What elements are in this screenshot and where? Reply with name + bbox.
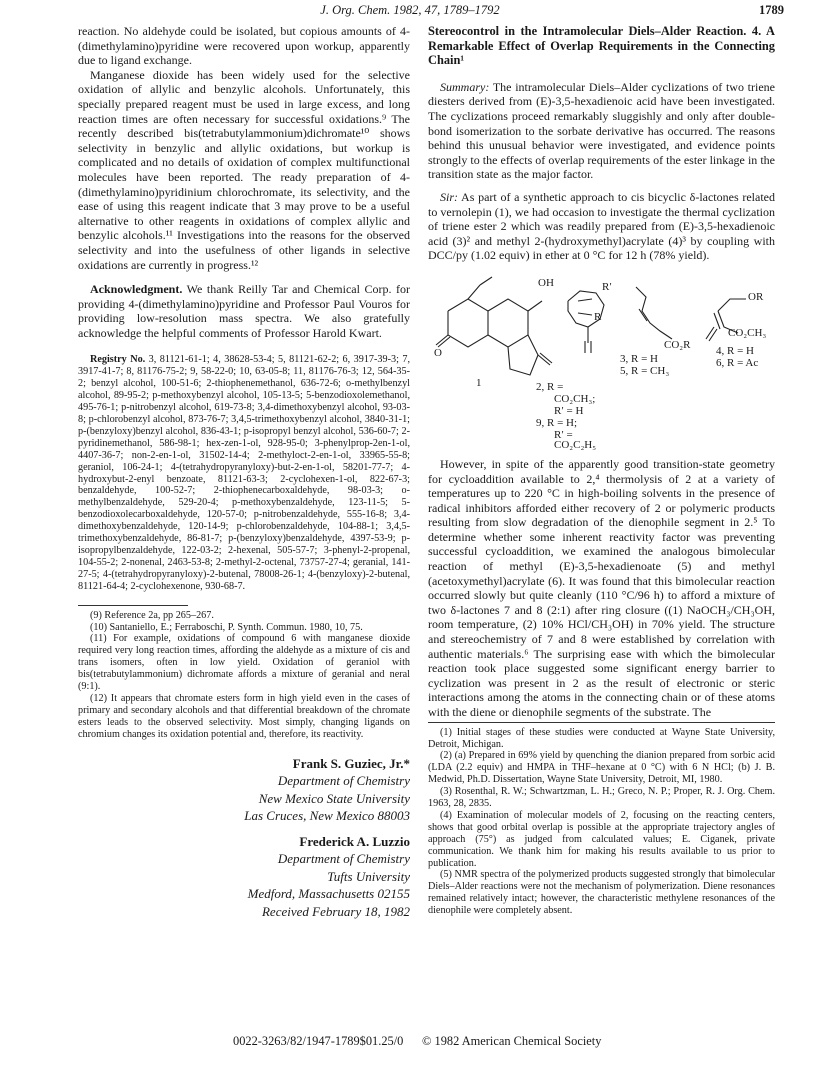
compound-6-label: 6, R = Ac bbox=[716, 356, 759, 369]
label-r-prime: R′ bbox=[602, 280, 612, 293]
acknowledgment-text: We thank Reilly Tar and Chemical Corp. for providing 4-(dimethylamino)pyridine and Professor Paul Vouros for providing low-resolution mass spectra. We also gratefully acknowledge the helpful comments of Professor Harold Kwart. bbox=[78, 282, 410, 340]
label-oh: OH bbox=[538, 276, 554, 289]
author-name: Frederick A. Luzzio bbox=[299, 833, 410, 849]
acknowledgment bbox=[78, 282, 410, 340]
journal-citation: J. Org. Chem. 1982, 47, 1789–1792 bbox=[320, 3, 500, 17]
structure-1-lactone bbox=[508, 335, 538, 375]
article-title: Stereocontrol in the Intramolecular Diels–Alder Reaction. 4. A Remarkable Effect of Overlap Requirements in the Connecting Chain¹ bbox=[428, 24, 775, 68]
received-date: Received February 18, 1982 bbox=[261, 903, 410, 919]
left-column bbox=[78, 24, 410, 920]
footnote-4: (4) Examination of molecular models of 2, focusing on the reacting centers, shows that good orbital overlap is possible at the appropriate trajectory angles of approach (75°) as judged from calculated values; E. Ciganek, private communication. We thank him for making his results available to us prior to publication. bbox=[428, 809, 775, 869]
footnote-rule bbox=[428, 722, 775, 723]
structure-1-ring-a bbox=[448, 299, 488, 347]
structure-4-chain bbox=[718, 299, 746, 311]
compound-2-r: CO₂CH₃; bbox=[554, 392, 596, 405]
sir-paragraph bbox=[428, 190, 775, 263]
structure-1-ring-b bbox=[488, 299, 528, 347]
paragraph-mno2: Manganese dioxide has been widely used for the selective oxidation of allylic and benzylic alcohols. Unfortunately, this specially prepared reagent must be used in large excess, and long reaction times are often necessary for successful oxidations.⁹ The recently described bis(tetrabutylammonium)dichromate¹⁰ shows selectivity in benzylic and allylic oxidations, but workup is complicated and no details of oxidation of complex multifunctional molecules have been reported. The ready preparation of 4-(dimethylamino)pyridinium chlorochromate, its selectivity, and the ease of using this reagent indicate that 3 may prove to be a useful alternative to other reagents in oxidations of complex allylic and benzylic alcohols.¹¹ Investigations into the reasons for the observed selectivity and into the usefulness of other ligands in selective oxidations are currently in progress.¹² bbox=[78, 67, 410, 272]
registry-numbers bbox=[78, 354, 410, 592]
label-co2r: CO₂R bbox=[664, 338, 691, 351]
registry-text: 3, 81121-61-1; 4, 38628-53-4; 5, 81121-62-2; 6, 3917-39-3; 7, 3917-41-7; 8, 81176-75-2; 9, 58-22-0; 10, 63-05-8; 11, 81176-76-3; 12, 564-35-2; benzyl alcohol, 100-51-6; 2-thiophenemethanol, 636-72-6; o-methylbenzyl alcohol, 89-95-2; p-methoxybenzyl alcohol, 105-13-5; 5-benzodioxolemethanol, 495-76-1; p-nitrobenzyl alcohol, 619-73-8; 3,4-dimethoxybenzyl alcohol, 93-03-8; p-chlorobenzyl alcohol, 873-76-7; 3,4,5-trimethoxybenzyl alcohol, 3840-31-1; p-(benzyloxy)benzyl alcohol, 836-43-1; p-isopropyl benzyl alcohol, 536-60-7; 2-pyridinemethanol, 586-98-1; hex-zen-1-ol, 928-95-0; 3-phenylprop-2en-1-ol, 4407-36-7; non-2-en-1-ol, 31502-14-4; 2-methyloct-2-en-1-ol, 33965-55-8; geraniol, 106-24-1; 4-(tetrahydropyranyloxy)-but-2-en-1-ol, 58201-77-7; 4-hydroxybut-2-enyl benzoate, 81121-63-3; 2-cyclohexen-1-ol, 822-67-3; benzaldehyde, 100-52-7; 2-thiophenecarboxaldehyde, 98-03-3; o-methylbenzaldehyde, 529-20-4; p-methoxybenzaldehyde, 123-11-5; 5-benzodioxolecarboxaldehyde, 120-57-0; p-nitrobenzaldehyde, 555-16-8; 3,4-dimethoxybenzaldehyde, 120-14-9; p-chlorobenzaldehyde, 104-88-1; 3,4,5-trimethoxybenzaldehyde, 86-81-7; p-(benzyloxy)benzaldehyde, 4397-53-9; p-isopropylbenzaldehyde, 122-03-2; 2-hexenal, 505-57-7; 3-phenyl-2-propenal, 104-55-2; 2-nonenal, 2463-53-8; 2-methyl-2-octenal, 73757-27-4; geranial, 141-27-5; 4-(tetrahydropyranyloxy)-2-butenal, 78008-26-1; 4-(benzyloxy)-2-butenal, 81121-64-4; 2-cyclohexenone, 930-68-7. bbox=[78, 354, 410, 592]
footnote-5: (5) NMR spectra of the polymerized products suggested strongly that bimolecular Diels–Alder reactions were not the mechanism of polymerization. Diene resonances remained relatively intact; however, the characteristic methylene resonances of the dienophile were completely absent. bbox=[428, 869, 775, 917]
author-institution: New Mexico State University bbox=[258, 790, 410, 806]
sir-text: As part of a synthetic approach to cis bicyclic δ-lactones related to vernolepin (1), we had occasion to investigate the thermal cyclization of triene ester 2 which was readily prepared from (E)-3,5-hexadienoic acid (3)² and methyl 2-(hydroxymethyl)acrylate (4)³ by coupling with DCC/py (1.02 equiv) in ether at 0 °C for 12 h (78% yield). bbox=[428, 189, 775, 263]
page-number: 1789 bbox=[759, 3, 784, 17]
author-department: Department of Chemistry bbox=[277, 851, 410, 867]
footnote-1: (1) Initial stages of these studies were conducted at Wayne State University, Detroit, Michigan. bbox=[428, 726, 775, 750]
copyright-line: © 1982 American Chemical Society bbox=[422, 1034, 602, 1048]
author-block-2 bbox=[78, 833, 410, 921]
footnote-12: (12) It appears that chromate esters form in high yield even in the cases of primary and secondary alcohols and that differential breakdown of the chromate esters leads to the observed selectivity. Most simply, changing ligands on chromium changes its oxidation potential and, therefore, its reactivity. bbox=[78, 692, 410, 740]
paragraph-continued: reaction. No aldehyde could be isolated, but copious amounts of 4-(dimethylamino)pyridine were recovered upon workup, apparently due to ligand exchange. bbox=[78, 24, 410, 68]
running-header bbox=[0, 3, 820, 21]
summary bbox=[428, 80, 775, 182]
acknowledgment-label: Acknowledgment. bbox=[90, 282, 183, 297]
compound-2-rprime: R′ = H bbox=[554, 404, 584, 417]
label-co2ch3: CO₂CH₃ bbox=[728, 326, 767, 339]
structure-scheme bbox=[428, 271, 775, 451]
compound-3-label: 3, R = H bbox=[620, 352, 658, 365]
body-paragraph: However, in spite of the apparently good transition-state geometry for cycloaddition available to 2,⁴ thermolysis of 2 at a variety of temperatures up to 220 °C in high-boiling solvents in the presence of radical inhibitors afforded either recovery of 2 or polymeric products resulting from slow degradation of the dienophile segment in 2.⁵ To determine whether some inherent reactivity factor was preventing successful cycloaddition, we examined the analogous bimolecular reaction of methyl (E)-3,5-hexadienoate (5) and methyl (acetoxymethyl)acrylate (6). It was found that this bimolecular reaction occurred slowly but quite cleanly (110 °C/96 h) to afford a mixture of two δ-lactones 7 and 8 (2:1) after ring closure ((1) NaOCH₃/CH₃OH, room temperature, (2) 10% HCl/CH₃OH) in 70% yield. The structure and stereochemistry of 7 and 8 were established by correlation with authentic materials.⁶ The surprising ease with which the bimolecular reaction took place suggested some significant energy barrier to cyclization was present in 2 as the result of electronic or steric interactions among the atoms in the connecting chain or of these atoms with the diene or dienophile segments of the substrate. The bbox=[428, 456, 775, 719]
author-location: Las Cruces, New Mexico 88003 bbox=[244, 808, 410, 824]
compound-5-label: 5, R = CH₃ bbox=[620, 364, 670, 377]
summary-label: Summary: bbox=[440, 79, 490, 94]
sir-label: Sir: bbox=[440, 189, 458, 204]
footnote-9: (9) Reference 2a, pp 265–267. bbox=[90, 609, 214, 621]
footnote-3: (3) Rosenthal, R. W.; Schwartzman, L. H.; Greco, N. P.; Proper, R. J. Org. Chem. 1963, 28, 2835. bbox=[428, 786, 775, 810]
compound-4-label: 4, R = H bbox=[716, 344, 754, 357]
author-name: Frank S. Guziec, Jr.* bbox=[292, 755, 410, 771]
registry-label: Registry No. bbox=[90, 354, 146, 366]
compound-9-label: 9, R = H; bbox=[536, 416, 578, 429]
issn-line: 0022-3263/82/1947-1789$01.25/0 bbox=[233, 1034, 404, 1048]
footnote-11: (11) For example, oxidations of compound 6 with manganese dioxide required very long reaction times, affording the aldehyde as a mixture of cis and trans isomers, often in low yield. Oxidation of geraniol with bis(tetrabutylammonium) dichromate affords a mixture of geranial and neral (9:1). bbox=[78, 633, 410, 693]
right-column bbox=[428, 24, 775, 917]
right-footnotes bbox=[428, 727, 775, 918]
footnote-10: (10) Santaniello, E.; Ferraboschi, P. Synth. Commun. 1980, 10, 75. bbox=[90, 621, 363, 633]
author-department: Department of Chemistry bbox=[277, 773, 410, 789]
author-block-1 bbox=[78, 755, 410, 825]
label-r: R bbox=[594, 310, 602, 323]
footnote-rule bbox=[78, 605, 188, 606]
compound-2-label: 2, R = bbox=[536, 380, 564, 393]
label-or: OR bbox=[748, 290, 764, 303]
compound-9-rprime: R′ = bbox=[554, 428, 573, 441]
left-footnotes bbox=[78, 610, 410, 741]
summary-text: The intramolecular Diels–Alder cyclizations of two triene diesters derived from (E)-3,5-hexadienoic acid have been investigated. The cyclizations proceed remarkably sluggishly and only after double-bond isomerization to the sorbate derivative has occurred. The reasons behind this unusual behavior were investigated, and evidence points strongly to the effects of overlap requirements of the ester linkage in the transition state as the major factor. bbox=[428, 79, 775, 182]
compound-9-ester: CO₂C₂H₅ bbox=[554, 438, 597, 451]
compound-1-label: 1 bbox=[476, 376, 482, 389]
footnote-2: (2) (a) Prepared in 69% yield by quenching the dianion prepared from sorbic acid (LDA (2.2 equiv) and HMPA in THF–hexane at 0 °C) with 6 N HCl; (b) J. B. Medwid, Ph.D. Dissertation, Wayne State University, Detroit, MI, 1980. bbox=[428, 750, 775, 786]
label-o: O bbox=[434, 346, 442, 359]
author-institution: Tufts University bbox=[327, 868, 410, 884]
author-location: Medford, Massachusetts 02155 bbox=[247, 886, 410, 902]
